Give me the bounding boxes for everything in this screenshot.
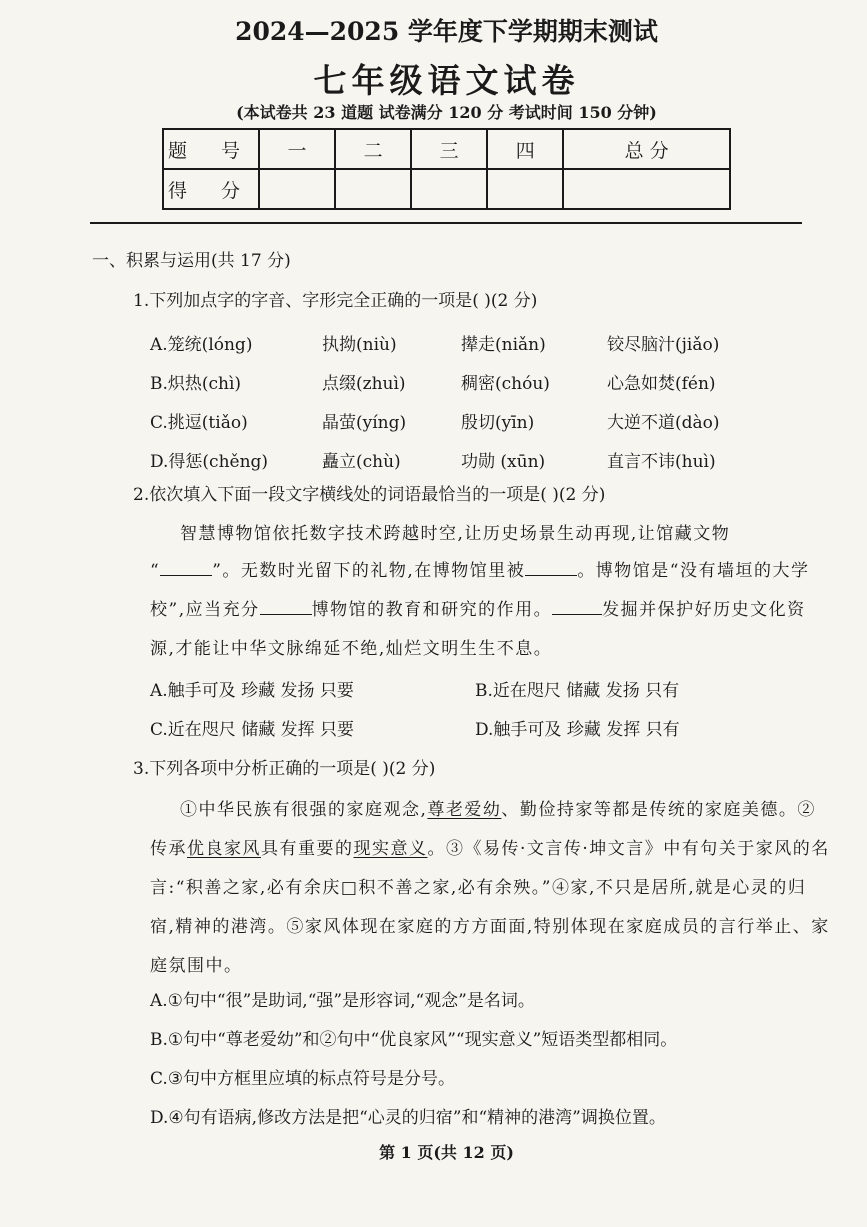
q2-passage-line-1: 智慧博物馆依托数字技术跨越时空,让历史场景生动再现,让馆藏文物 — [180, 524, 731, 544]
question-3-stem: 3.下列各项中分析正确的一项是( )(2 分) — [133, 759, 436, 779]
q2-passage-line-3 — [150, 594, 830, 626]
score-cell-label: 题 号 — [163, 129, 259, 169]
q1-option-d-4: 直言不讳(huì) — [607, 452, 716, 472]
q1-option-a-4: 铰尽脑汁(jiǎo) — [607, 335, 720, 355]
q1-option-c-4: 大逆不道(dào) — [607, 413, 720, 433]
q3-underlined-xianshiyiyi: 现实意义 — [353, 839, 428, 859]
q3-underlined-youliangjiafeng: 优良家风 — [187, 839, 261, 859]
q1-option-c-3: 殷切(yīn) — [461, 413, 535, 433]
q3-text-1c: 、勤俭持家等都是传统的家庭美德。② — [501, 800, 816, 820]
q2-option-a: A.触手可及 珍藏 发扬 只要 — [150, 681, 354, 701]
score-table-header-row — [163, 129, 730, 169]
q3-option-d: D.④句有语病,修改方法是把“心灵的归宿”和“精神的港湾”调换位置。 — [150, 1108, 666, 1128]
q2-passage-line-2 — [150, 555, 830, 587]
score-blank-4 — [487, 169, 563, 209]
score-row-label: 得 分 — [163, 169, 259, 209]
score-blank-2 — [335, 169, 411, 209]
q2-blank-4 — [552, 596, 602, 615]
score-cell-1: 一 — [259, 129, 335, 169]
q3-text-1a: ①中华民族有很强的家庭观念, — [180, 800, 428, 820]
q3-option-c: C.③句中方框里应填的标点符号是分号。 — [150, 1069, 456, 1089]
score-cell-3: 三 — [411, 129, 487, 169]
q2-text-3a: 校”,应当充分 — [150, 600, 260, 620]
q1-option-a-3: 撵走(niǎn) — [461, 335, 546, 355]
header-divider — [90, 222, 802, 224]
q3-passage-line-5: 庭氛围中。 — [150, 956, 243, 976]
q2-passage-line-4: 源,才能让中华文脉绵延不绝,灿烂文明生生不息。 — [150, 639, 553, 659]
q2-blank-2 — [525, 557, 577, 576]
q1-option-c-1: C.挑逗(tiǎo) — [150, 413, 248, 433]
page-footer: 第 1 页(共 12 页) — [379, 1143, 514, 1162]
q3-passage-line-1 — [180, 794, 830, 826]
q1-option-b-4: 心急如焚(fén) — [607, 374, 716, 394]
q2-text-2b: ”。无数时光留下的礼物,在博物馆里被 — [212, 561, 526, 581]
q2-option-d: D.触手可及 珍藏 发挥 只有 — [475, 720, 680, 740]
q3-passage-line-2 — [150, 833, 830, 865]
q1-option-a-2: 执拗(niù) — [322, 335, 397, 355]
q1-option-d-2: 矗立(chù) — [322, 452, 401, 472]
q3-option-a: A.①句中“很”是助词,“强”是形容词,“观念”是名词。 — [150, 991, 535, 1011]
question-1-stem: 1.下列加点字的字音、字形完全正确的一项是( )(2 分) — [133, 291, 538, 311]
q3-text-2c: 具有重要的 — [261, 839, 354, 859]
score-table-score-row — [163, 169, 730, 209]
q2-quote-open: “ — [150, 561, 161, 581]
score-cell-2: 二 — [335, 129, 411, 169]
q2-text-3b: 博物馆的教育和研究的作用。 — [311, 600, 553, 620]
exam-main-title: 七年级语文试卷 — [313, 61, 580, 100]
q2-text-3c: 发掘并保护好历史文化资 — [602, 600, 806, 620]
q1-option-b-1: B.炽热(chì) — [150, 374, 242, 394]
q1-option-b-2: 点缀(zhuì) — [322, 374, 406, 394]
q3-underlined-zunlaoaiyou: 尊老爱幼 — [427, 800, 502, 820]
score-blank-3 — [411, 169, 487, 209]
score-blank-total — [563, 169, 730, 209]
q2-blank-3 — [260, 596, 312, 615]
section-title: 一、积累与运用(共 17 分) — [92, 251, 291, 271]
q3-option-b: B.①句中“尊老爱幼”和②句中“优良家风”“现实意义”短语类型都相同。 — [150, 1030, 678, 1050]
score-table — [162, 128, 731, 210]
q1-option-c-2: 晶萤(yíng) — [322, 413, 407, 433]
score-cell-4: 四 — [487, 129, 563, 169]
score-blank-1 — [259, 169, 335, 209]
exam-subtitle: (本试卷共 23 道题 试卷满分 120 分 考试时间 150 分钟) — [236, 103, 657, 122]
q1-option-d-3: 功勋 (xūn) — [461, 452, 546, 472]
q3-text-2a: 传承 — [150, 839, 187, 859]
q1-option-a-1: A.笼统(lóng) — [150, 335, 253, 355]
exam-year-title: 2024—2025 学年度下学期期末测试 — [235, 17, 658, 46]
q3-text-2e: 。③《易传·文言传·坤文言》中有句关于家风的名 — [427, 839, 830, 859]
q2-blank-1 — [160, 557, 212, 576]
score-cell-total: 总 分 — [563, 129, 730, 169]
q2-option-b: B.近在咫尺 储藏 发扬 只有 — [475, 681, 680, 701]
q3-passage-line-4: 宿,精神的港湾。⑤家风体现在家庭的方方面面,特别体现在家庭成员的言行举止、家 — [150, 917, 830, 937]
question-2-stem: 2.依次填入下面一段文字横线处的词语最恰当的一项是( )(2 分) — [133, 485, 606, 505]
q1-option-b-3: 稠密(chóu) — [461, 374, 550, 394]
q2-text-2c: 。博物馆是“没有墙垣的大学 — [577, 561, 810, 581]
q1-option-d-1: D.得惩(chěng) — [150, 452, 269, 472]
q2-option-c: C.近在咫尺 储藏 发挥 只要 — [150, 720, 355, 740]
q3-passage-line-3: 言:“积善之家,必有余庆□积不善之家,必有余殃。”④家,不只是居所,就是心灵的归 — [150, 878, 807, 898]
